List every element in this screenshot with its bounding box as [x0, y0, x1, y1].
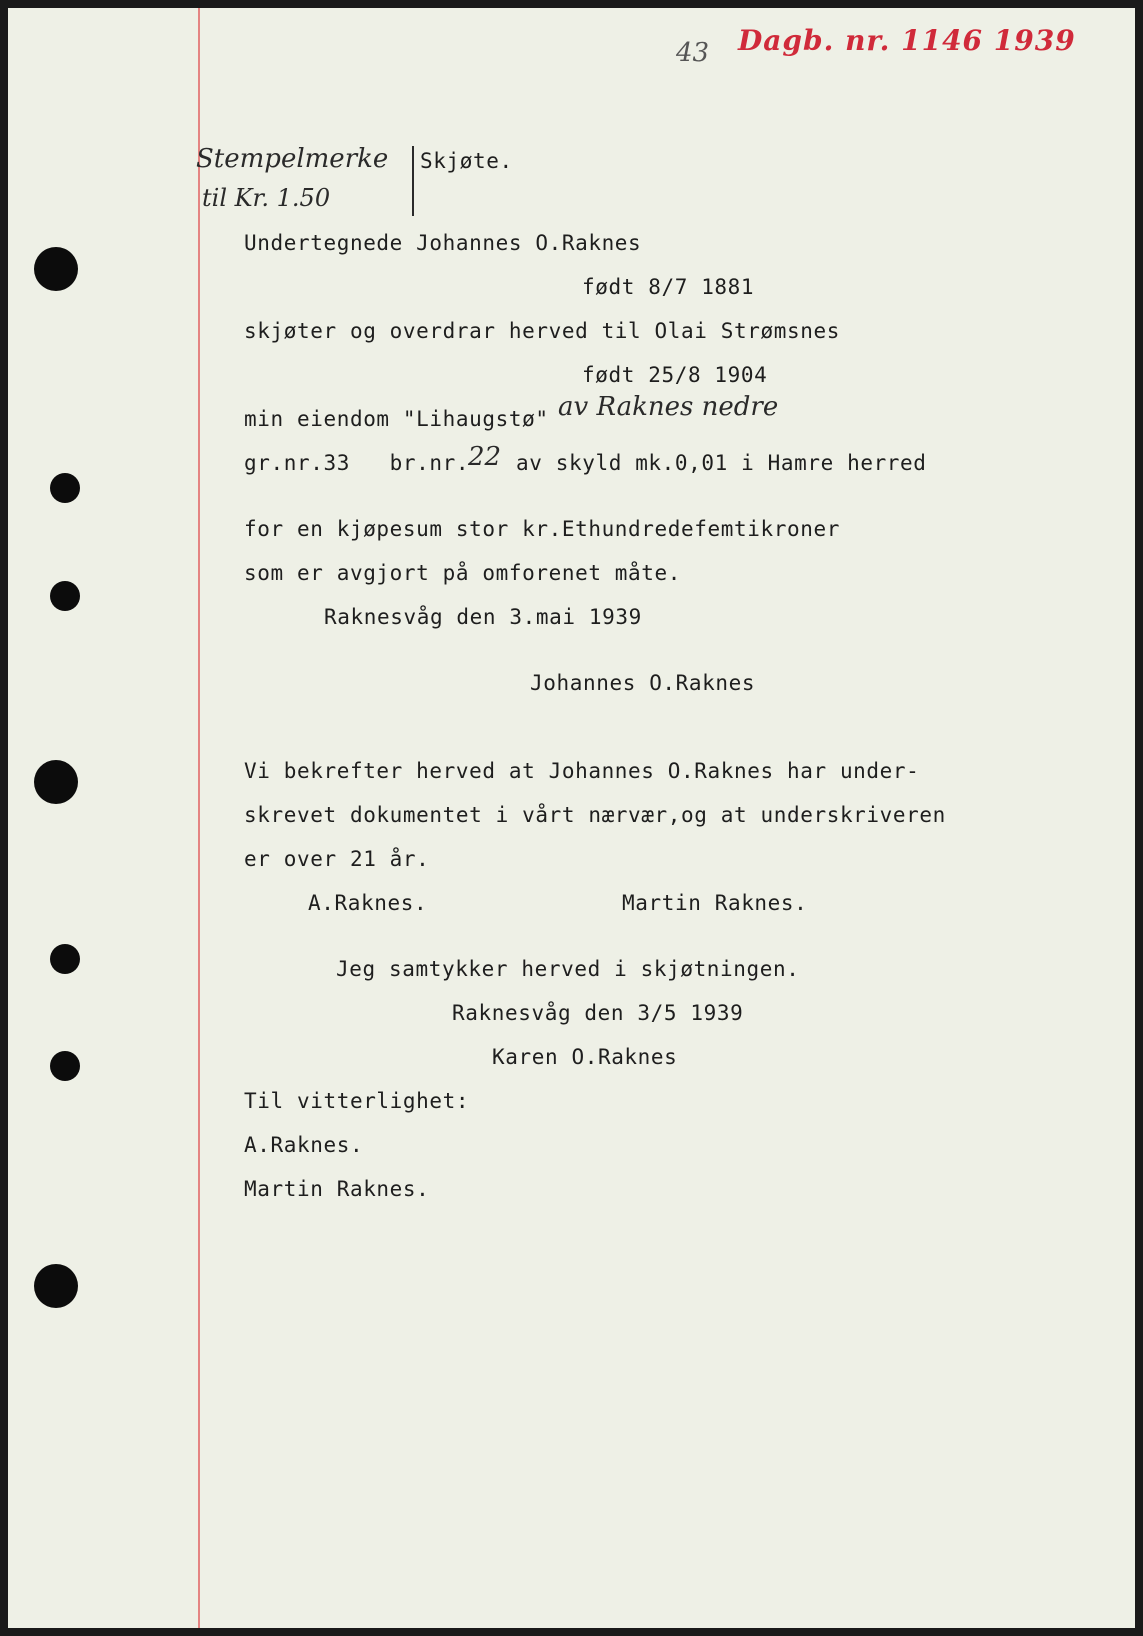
document-page	[8, 8, 1135, 1628]
body-line: Jeg samtykker herved i skjøtningen.	[336, 957, 800, 981]
handwritten-insert: av Raknes nedre	[558, 392, 779, 422]
body-line: Undertegnede Johannes O.Raknes	[244, 231, 642, 255]
body-line: Vi bekrefter herved at Johannes O.Raknes har under-	[244, 759, 920, 783]
signature-line: Karen O.Raknes	[492, 1045, 678, 1069]
margin-note-line2: til Kr. 1.50	[202, 184, 331, 212]
body-line: Til vitterlighet:	[244, 1089, 470, 1113]
margin-rule	[198, 8, 200, 1628]
body-line: av skyld mk.0,01 i Hamre herred	[516, 451, 927, 475]
body-line: er over 21 år.	[244, 847, 430, 871]
witness-name: Martin Raknes.	[244, 1177, 430, 1201]
body-line: Raknesvåg den 3.mai 1939	[324, 605, 642, 629]
margin-bracket	[412, 146, 414, 216]
punch-hole	[34, 247, 78, 291]
margin-note-line1: Stempelmerke	[196, 144, 389, 174]
folio-number: 43	[676, 38, 710, 68]
body-line: min eiendom "Lihaugstø"	[244, 407, 549, 431]
signature-line: Johannes O.Raknes	[530, 671, 756, 695]
punch-hole	[50, 944, 80, 974]
body-line: Raknesvåg den 3/5 1939	[452, 1001, 744, 1025]
witness-name: A.Raknes.	[308, 891, 428, 915]
body-line: som er avgjort på omforenet måte.	[244, 561, 682, 585]
body-line: for en kjøpesum stor kr.Ethundredefemtikroner	[244, 517, 840, 541]
punch-hole	[34, 1264, 78, 1308]
punch-hole	[50, 1051, 80, 1081]
witness-name: A.Raknes.	[244, 1133, 364, 1157]
body-line: født 8/7 1881	[582, 275, 755, 299]
handwritten-lot-number: 22	[468, 442, 502, 472]
body-line: gr.nr.33 br.nr.	[244, 451, 470, 475]
body-line: skrevet dokumentet i vårt nærvær,og at underskriveren	[244, 803, 946, 827]
punch-hole	[34, 760, 78, 804]
body-line: skjøter og overdrar herved til Olai Strømsnes	[244, 319, 840, 343]
punch-hole	[50, 581, 80, 611]
witness-name: Martin Raknes.	[622, 891, 808, 915]
document-title: Skjøte.	[420, 149, 513, 173]
journal-stamp: Dagb. nr. 1146 1939	[738, 24, 1076, 57]
punch-hole	[50, 473, 80, 503]
body-line: født 25/8 1904	[582, 363, 768, 387]
